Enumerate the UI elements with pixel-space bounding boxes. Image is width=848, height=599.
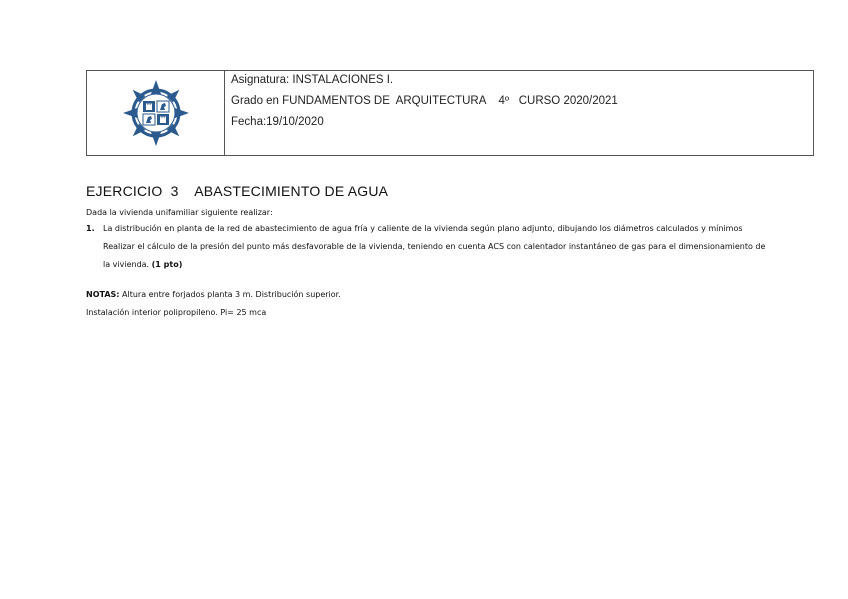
notes-line-2: Instalación interior polipropileno. Pi= 25 mca — [86, 308, 267, 317]
notes-line — [86, 290, 341, 299]
subject-line: Asignatura: INSTALACIONES I. — [231, 74, 394, 86]
item-line-3-text: la vivienda. — [103, 260, 152, 269]
list-item — [86, 224, 765, 278]
item-line-1: La distribución en planta de la red de abastecimiento de agua fría y caliente de la vivienda según plano adjunto, dibujando los diámetros calculados y mínimos — [103, 224, 743, 233]
item-line-3 — [103, 260, 765, 278]
notes-text: Altura entre forjados planta 3 m. Distribución superior. — [119, 290, 341, 299]
degree-line: Grado en FUNDAMENTOS DE ARQUITECTURA 4º CURSO 2020/2021 — [231, 95, 618, 107]
notes-label: NOTAS: — [86, 290, 120, 299]
date-line: Fecha:19/10/2020 — [231, 116, 324, 128]
item-number: 1. — [86, 224, 95, 233]
item-points: (1 pto) — [151, 260, 183, 269]
header-table — [86, 70, 814, 156]
item-line-2: Realizar el cálculo de la presión del punto más desfavorable de la vivienda, teniendo en cuenta ACS con calentador instantáneo de gas para el dimensionamiento de — [103, 242, 766, 251]
exercise-title: EJERCICIO 3 ABASTECIMIENTO DE AGUA — [86, 183, 389, 199]
course-info — [225, 71, 813, 155]
item-text — [103, 224, 765, 278]
exercise-intro: Dada la vivienda unifamiliar siguiente realizar: — [86, 208, 273, 217]
logo-cell — [87, 71, 225, 155]
university-seal-icon — [121, 78, 191, 148]
